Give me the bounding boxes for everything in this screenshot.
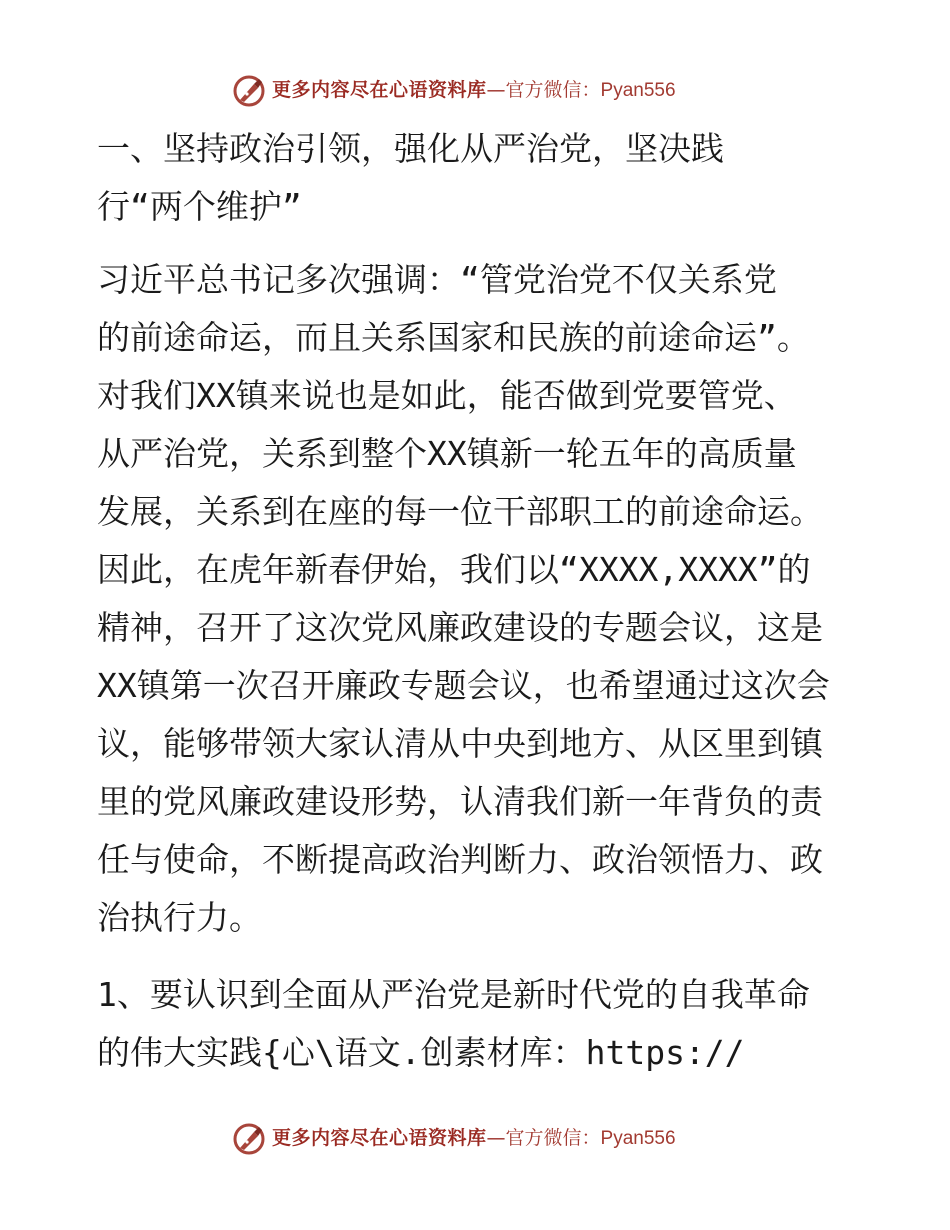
banner-site-name: 更多内容尽在心语资料库 <box>272 1127 487 1149</box>
banner-separator: — <box>486 1127 506 1149</box>
footer-watermark-banner <box>0 1120 950 1160</box>
paragraph-line: XX镇第一次召开廉政专题会议，也希望通过这次会 <box>97 666 830 705</box>
subheading-line-1: 1、要认识到全面从严治党是新时代党的自我革命 <box>97 975 810 1014</box>
paragraph-line: 精神，召开了这次党风廉政建设的专题会议，这是 <box>97 608 823 647</box>
banner-site-name: 更多内容尽在心语资料库 <box>272 79 487 101</box>
banner-account-id: Pyan556 <box>600 80 676 101</box>
banner-wechat-label: 官方微信： <box>505 79 601 101</box>
banner-account-id: Pyan556 <box>600 1128 676 1149</box>
paragraph-line: 发展，关系到在座的每一位干部职工的前途命运。 <box>97 492 823 531</box>
paragraph-line: 议，能够带领大家认清从中央到地方、从区里到镇 <box>97 724 823 763</box>
banner-separator: — <box>486 79 506 101</box>
paragraph-line: 的前途命运，而且关系国家和民族的前途命运”。 <box>97 318 810 357</box>
paragraph-line: 对我们XX镇来说也是如此，能否做到党要管党、 <box>97 376 797 415</box>
paragraph-line: 任与使命，不断提高政治判断力、政治领悟力、政 <box>97 840 823 879</box>
paragraph-line: 因此，在虎年新春伊始，我们以“XXXX,XXXX”的 <box>97 550 811 589</box>
section-heading-line-1: 一、坚持政治引领，强化从严治党，坚决践 <box>97 129 724 168</box>
paragraph-line: 治执行力。 <box>97 898 262 937</box>
section-heading-line-2: 行“两个维护” <box>97 187 302 226</box>
paragraph-line: 从严治党，关系到整个XX镇新一轮五年的高质量 <box>97 434 797 473</box>
banner-wechat-label: 官方微信： <box>505 1127 601 1149</box>
header-watermark-banner <box>0 72 950 112</box>
subheading-line-2: 的伟大实践{心\语文.创素材库：https:// <box>97 1033 745 1072</box>
paragraph-line: 里的党风廉政建设形势，认清我们新一年背负的责 <box>97 782 823 821</box>
paragraph-line: 习近平总书记多次强调：“管党治党不仅关系党 <box>97 260 777 299</box>
pen-logo-icon <box>232 1122 266 1156</box>
pen-logo-icon <box>232 74 266 108</box>
